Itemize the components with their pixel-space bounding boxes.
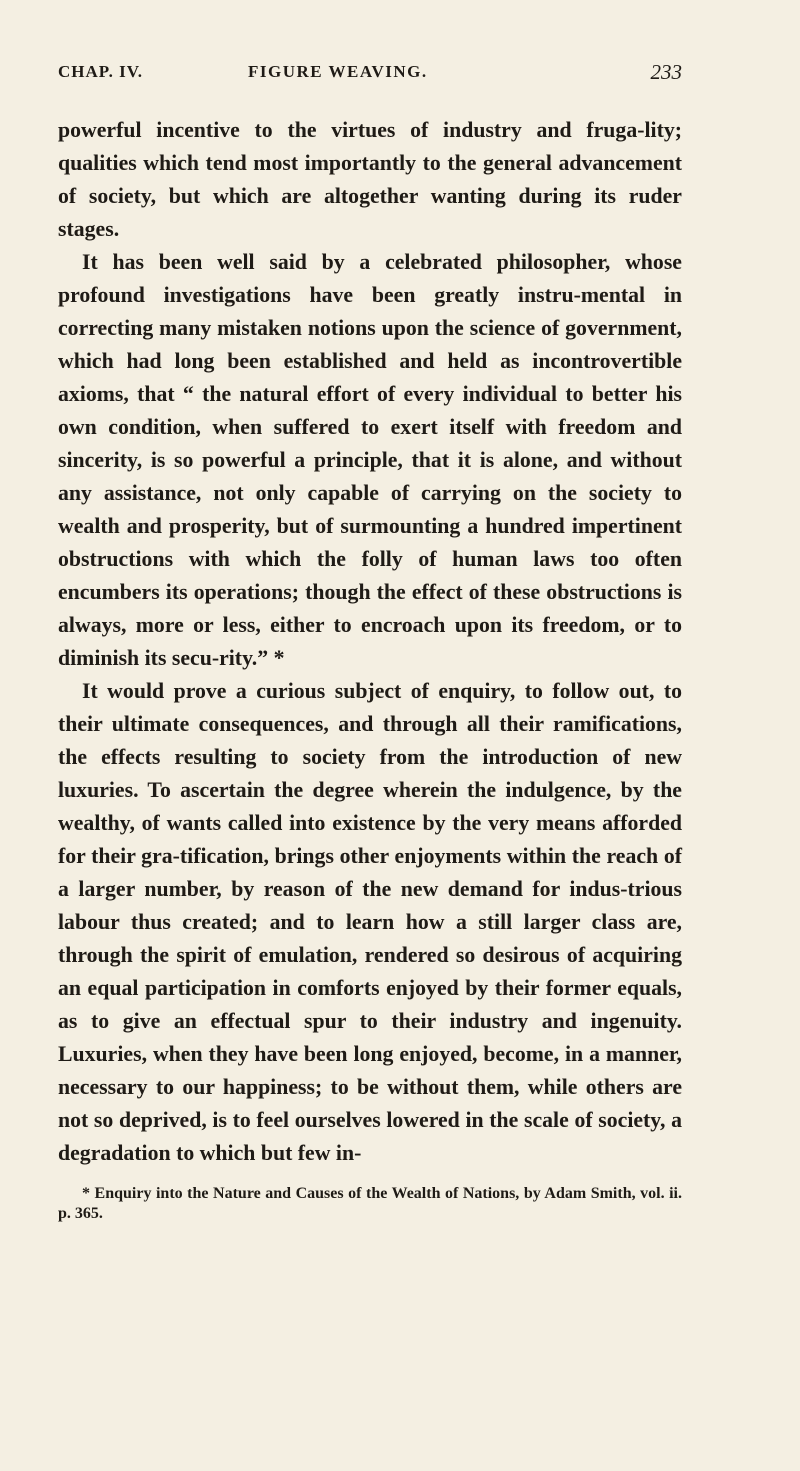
running-title: FIGURE WEAVING. — [248, 62, 428, 81]
paragraph-luxuries: It would prove a curious subject of enquiry, to follow out, to their ultimate consequences, and through all their ramifications, the effects resulting to society from the introduction of new luxuries. To ascertain the degree wherein the indulgence, by the wealthy, of wants called into existence by the very means afforded for their gra-tification, brings other enjoyments within the reach of a larger number, by reason of the new demand for indus-trious labour thus created; and to learn how a still larger class are, through the spirit of emulation, rendered so desirous of acquiring an equal participation in comforts enjoyed by their former equals, as to give an effectual spur to their industry and ingenuity. Luxuries, when they have been long enjoyed, become, in a manner, necessary to our happiness; to be without them, while others are not so deprived, is to feel ourselves lowered in the scale of society, a degradation to which but few in- — [58, 679, 682, 1165]
book-page — [58, 62, 682, 1224]
footnote: * Enquiry into the Nature and Causes of the Wealth of Nations, by Adam Smith, vol. ii. p. 365. — [58, 1185, 682, 1222]
paragraph-continued: powerful incentive to the virtues of industry and fruga-lity; qualities which tend most importantly to the general advancement of society, but which are altogether wanting during its ruder stages. — [58, 118, 682, 241]
page-number: 233 — [650, 60, 682, 84]
paragraph-quote: It has been well said by a celebrated philosopher, whose profound investigations have been greatly instru-mental in correcting many mistaken notions upon the science of government, which had long been established and held as incontrovertible axioms, that “ the natural effort of every individual to better his own condition, when suffered to exert itself with freedom and sincerity, is so powerful a principle, that it is alone, and without any assistance, not only capable of carrying on the society to wealth and prosperity, but of surmounting a hundred impertinent obstructions with which the folly of human laws too often encumbers its operations; though the effect of these obstructions is always, more or less, either to encroach upon its freedom, or to diminish its secu-rity.” * — [58, 250, 682, 670]
chapter-label: CHAP. IV. — [58, 62, 144, 81]
running-head — [58, 62, 682, 92]
body-text — [58, 114, 682, 1170]
